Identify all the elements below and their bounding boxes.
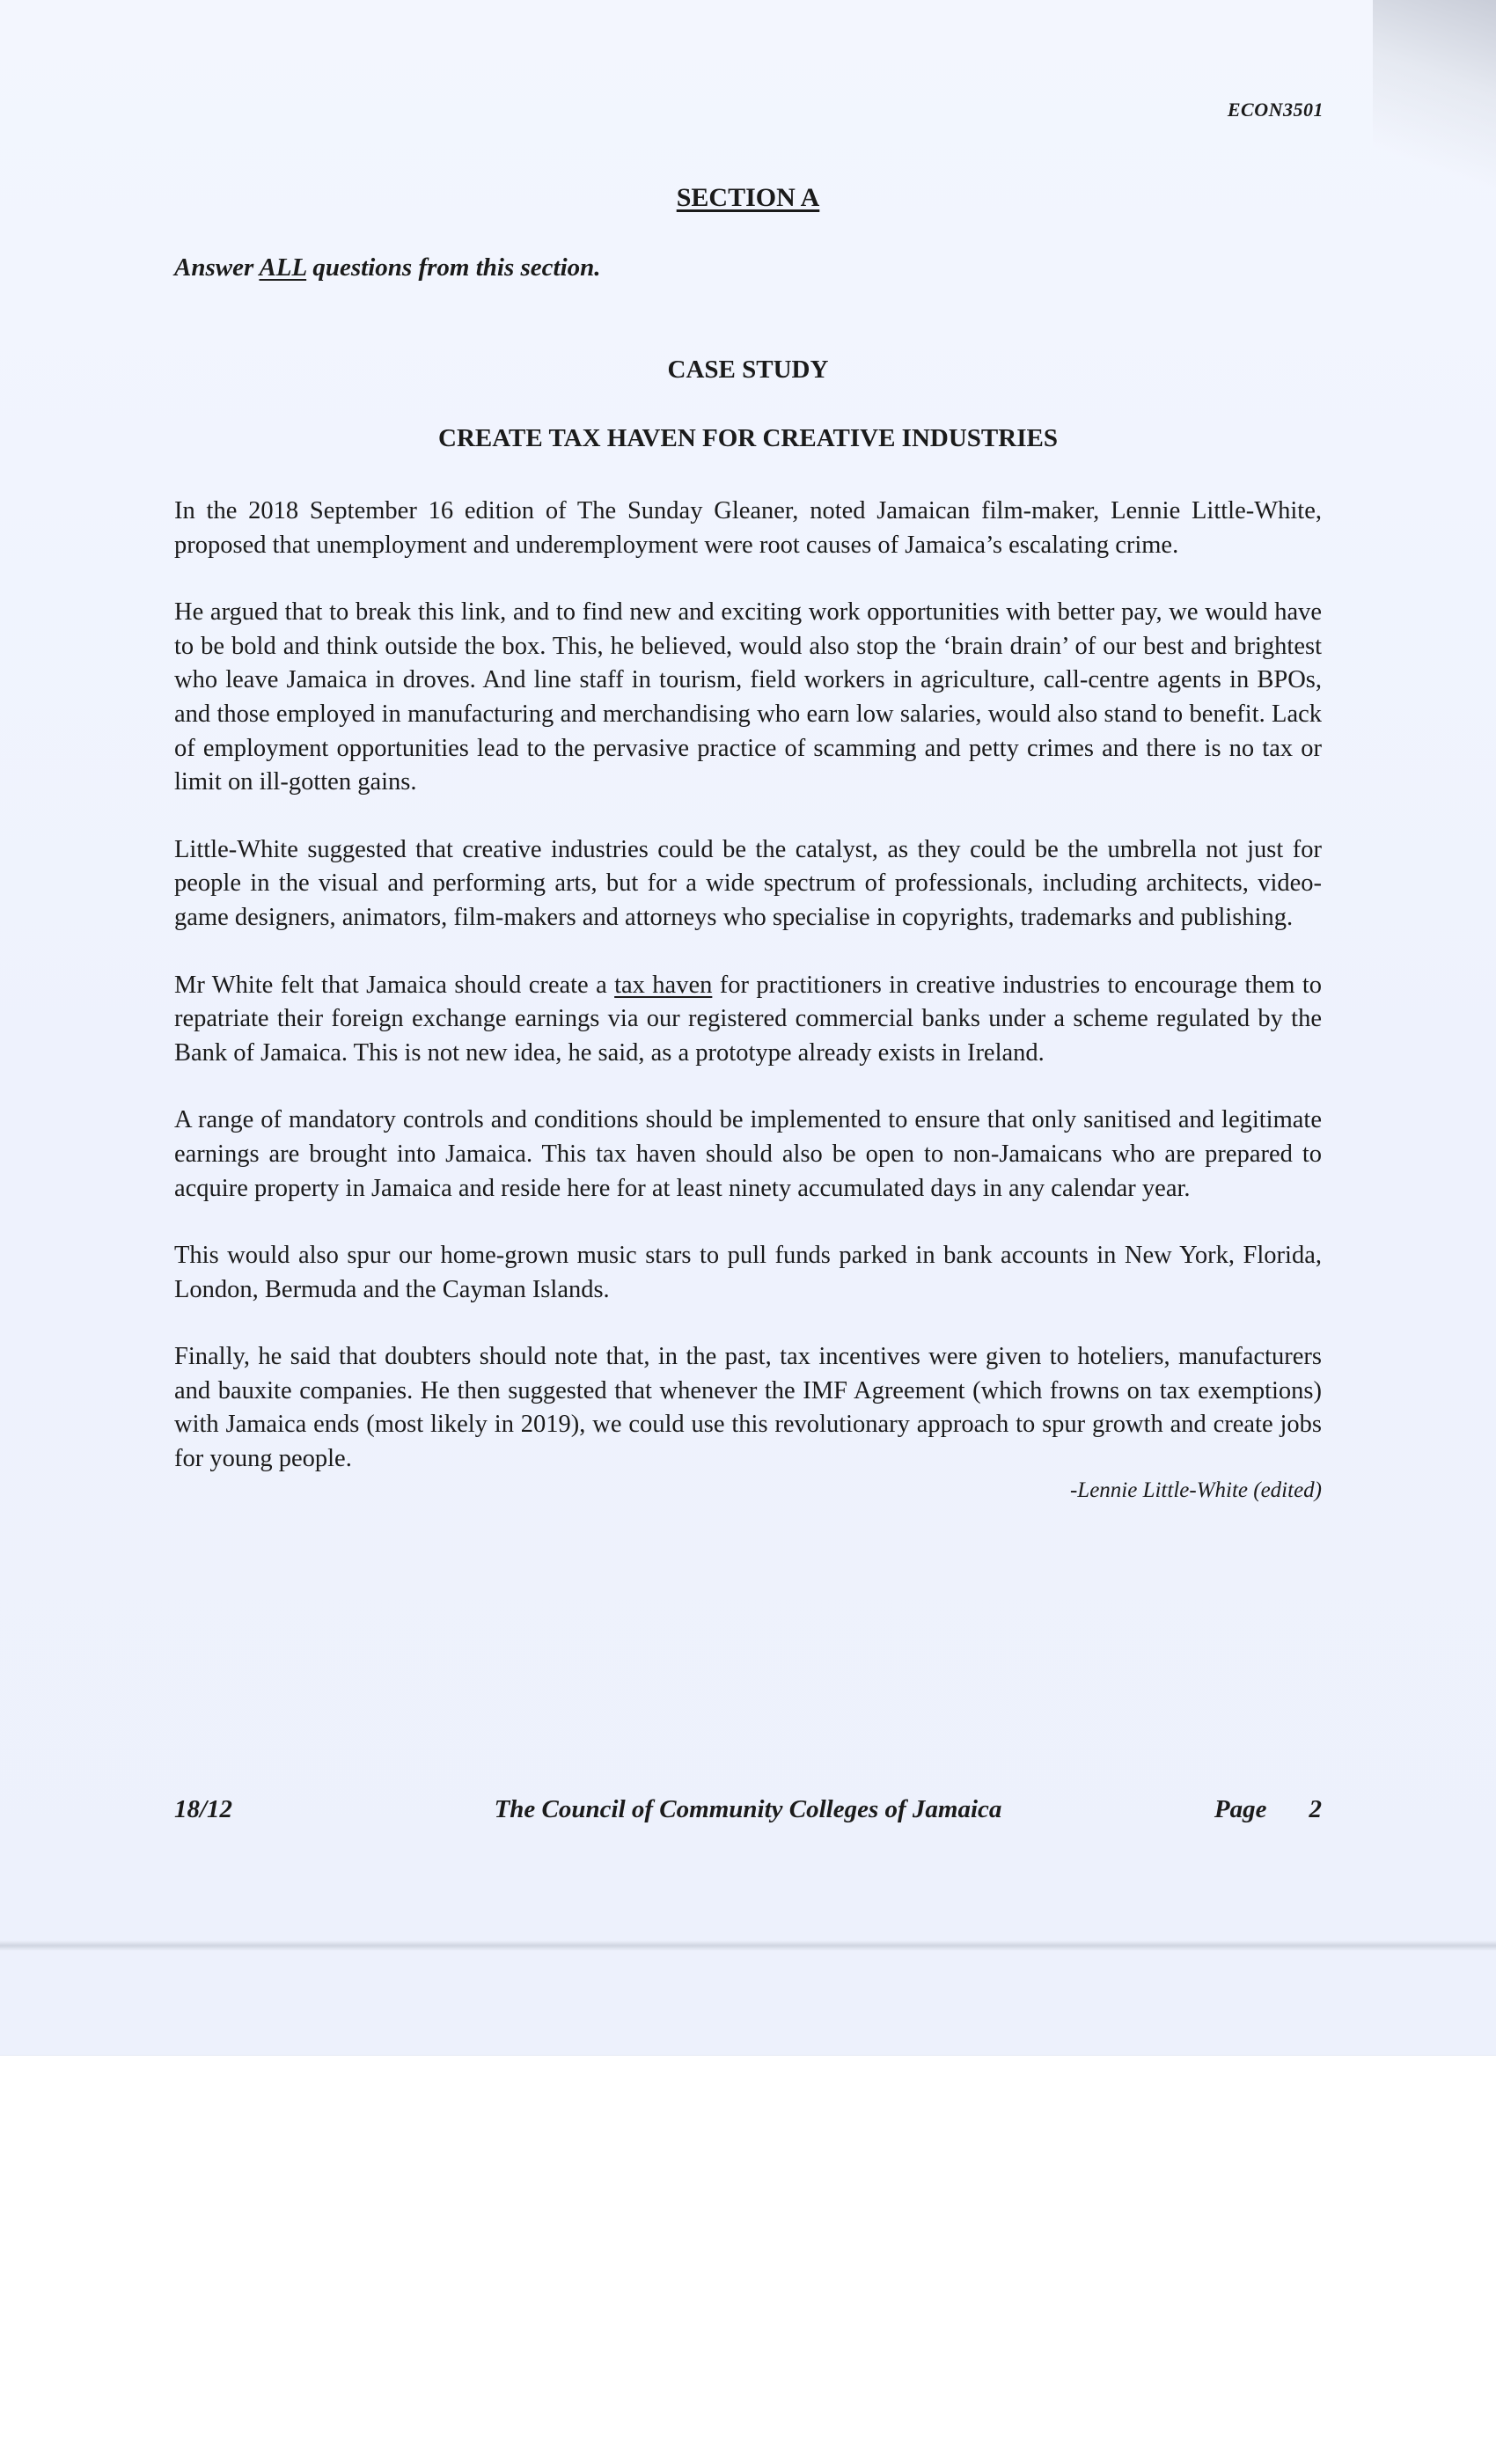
section-instruction	[174, 253, 601, 282]
case-study-body	[174, 495, 1322, 1503]
instruction-prefix: Answer	[174, 253, 260, 282]
section-heading: SECTION A	[676, 183, 820, 212]
paragraph-4-before: Mr White felt that Jamaica should create a	[174, 971, 615, 999]
tax-haven-term: tax haven	[614, 971, 713, 999]
page-fold-line	[0, 1940, 1496, 1951]
footer-page	[1214, 1795, 1322, 1824]
course-code: ECON3501	[1227, 99, 1324, 121]
case-study-label: CASE STUDY	[667, 356, 829, 384]
paragraph-2: He argued that to break this link, and to find new and exciting work opportunities with better pay, we would have to be bold and think outside the box. This, he believed, would also stop the ‘brain drain’ of our best and brightest who leave Jamaica in droves. And line staff in tourism, field workers in agriculture, call-centre agents in BPOs, and those employed in manufacturing and merchandising who earn low salaries, would also stand to benefit. Lack of employment opportunities lead to the pervasive practice of scamming and petty crimes and there is no tax or limit on ill-gotten gains.	[174, 598, 1322, 796]
footer-page-number: 2	[1309, 1795, 1322, 1823]
paragraph-3: Little-White suggested that creative industries could be the catalyst, as they could be the umbrella not just for people in the visual and performing arts, but for a wide spectrum of professionals, including architects, video-game designers, animators, film-makers and attorneys who specialise in copyrights, trademarks and publishing.	[174, 835, 1322, 931]
paragraph-4	[174, 969, 1322, 1071]
attribution: -Lennie Little-White (edited)	[1069, 1478, 1322, 1502]
page-footer	[174, 1795, 1322, 1830]
instruction-suffix: questions from this section.	[306, 253, 601, 282]
paragraph-1: In the 2018 September 16 edition of The Sunday Gleaner, noted Jamaican film-maker, Lennie Little-White, proposed that unemployment and underemployment were root causes of Jamaica’s escalating crime.	[174, 497, 1322, 559]
paragraph-4-after: for practitioners in creative industries to encourage them to repatriate their foreign exchange earnings via our registered commercial banks under a scheme regulated by the Bank of Jamaica. This is not new idea, he said, as a prototype already exists in Ireland.	[174, 971, 1322, 1067]
instruction-emphasis: ALL	[259, 253, 307, 282]
footer-code: 18/12	[174, 1795, 233, 1823]
paragraph-5: A range of mandatory controls and conditions should be implemented to ensure that only sanitised and legitimate earnings are brought into Jamaica. This tax haven should also be open to non-Jamaicans who are prepared to acquire property in Jamaica and reside here for at least ninety accumulated days in any calendar year.	[174, 1106, 1322, 1202]
footer-page-label: Page	[1214, 1795, 1267, 1823]
paragraph-6: This would also spur our home-grown music stars to pull funds parked in bank accounts in New York, Florida, London, Bermuda and the Cayman Islands.	[174, 1242, 1322, 1303]
paragraph-7: Finally, he said that doubters should note that, in the past, tax incentives were given to hoteliers, manufacturers and bauxite companies. He then suggested that whenever the IMF Agreement (which frowns on tax exemptions) with Jamaica ends (most likely in 2019), we could use this revolutionary approach to spur growth and create jobs for young people.	[174, 1343, 1322, 1473]
footer-institution: The Council of Community Colleges of Jamaica	[494, 1795, 1002, 1823]
case-study-title: CREATE TAX HAVEN FOR CREATIVE INDUSTRIES	[438, 424, 1058, 452]
